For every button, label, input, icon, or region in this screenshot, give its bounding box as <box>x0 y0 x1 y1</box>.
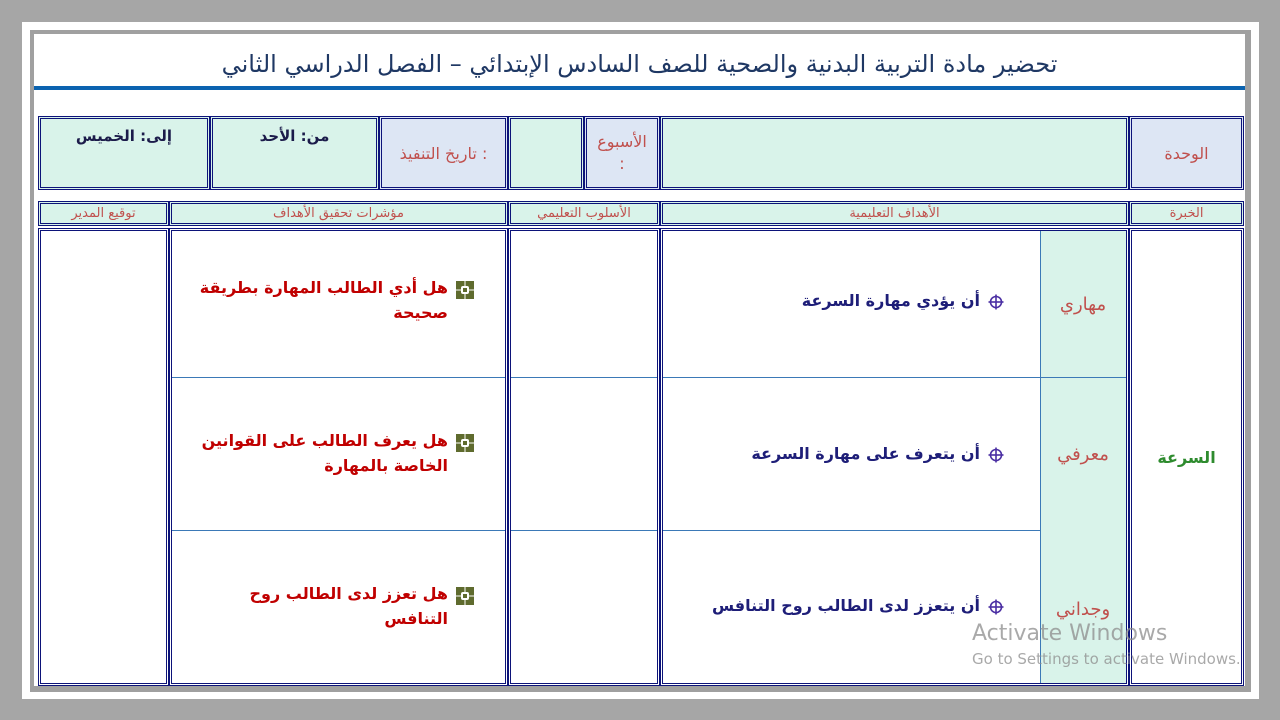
week-label: الأسبوع : <box>597 131 647 173</box>
indicators-row-divider <box>172 377 505 378</box>
crosshair-icon <box>988 294 1004 310</box>
activate-windows-watermark: Activate Windows Go to Settings to activate Windows. <box>972 621 1241 668</box>
week-label-cell <box>584 116 660 190</box>
to-day-cell[interactable] <box>38 116 210 190</box>
square-bullet-icon <box>456 281 474 299</box>
indicator-item: هل يعرف الطالب على القوانين الخاصة بالمهارة <box>184 429 474 479</box>
to-day: إلى: الخميس <box>75 127 173 145</box>
method-row-divider <box>511 530 657 531</box>
method-cell[interactable] <box>508 228 660 686</box>
crosshair-icon <box>988 447 1004 463</box>
col-header-indicators: مؤشرات تحقيق الأهداف <box>169 201 508 226</box>
indicator-item: هل أدي الطالب المهارة بطريقة صحيحة <box>184 276 474 326</box>
date-label-cell <box>379 116 508 190</box>
objective-item: أن يتعزز لدى الطالب روح التنافس <box>674 594 1004 619</box>
objective-item: أن يؤدي مهارة السرعة <box>674 289 1004 314</box>
from-day-cell[interactable] <box>210 116 379 190</box>
unit-value-cell[interactable] <box>660 116 1129 190</box>
page-title: تحضير مادة التربية البدنية والصحية للصف السادس الإبتدائي – الفصل الدراسي الثاني <box>221 50 1058 78</box>
unit-label: الوحدة <box>1164 143 1209 163</box>
objective-item: أن يتعرف على مهارة السرعة <box>674 442 1004 467</box>
objectives-row-divider <box>663 530 1040 531</box>
title-underline <box>34 86 1245 90</box>
col-header-experience: الخبرة <box>1129 201 1244 226</box>
category-label: مهاري <box>1059 293 1107 315</box>
indicators-row-divider <box>172 530 505 531</box>
date-label: تاريخ التنفيذ : <box>399 143 488 163</box>
indicator-item: هل تعزز لدى الطالب روح التنافس <box>184 582 474 632</box>
square-bullet-icon <box>456 434 474 452</box>
unit-label-cell <box>1129 116 1244 190</box>
crosshair-icon <box>988 599 1004 615</box>
method-row-divider <box>511 377 657 378</box>
category-label: وجداني <box>1055 598 1111 620</box>
category-label: معرفي <box>1057 443 1109 465</box>
experience-value: السرعة <box>1157 447 1216 467</box>
principal-signature-cell[interactable] <box>38 228 169 686</box>
lesson-plan-slide <box>30 30 1251 692</box>
col-header-objectives: الأهداف التعليمية <box>660 201 1129 226</box>
col-header-method: الأسلوب التعليمي <box>508 201 660 226</box>
col-header-principal-signature: توقيع المدير <box>38 201 169 226</box>
week-value-cell[interactable] <box>508 116 584 190</box>
experience-cell <box>1129 228 1244 686</box>
from-day: من: الأحد <box>259 127 330 145</box>
square-bullet-icon <box>456 587 474 605</box>
